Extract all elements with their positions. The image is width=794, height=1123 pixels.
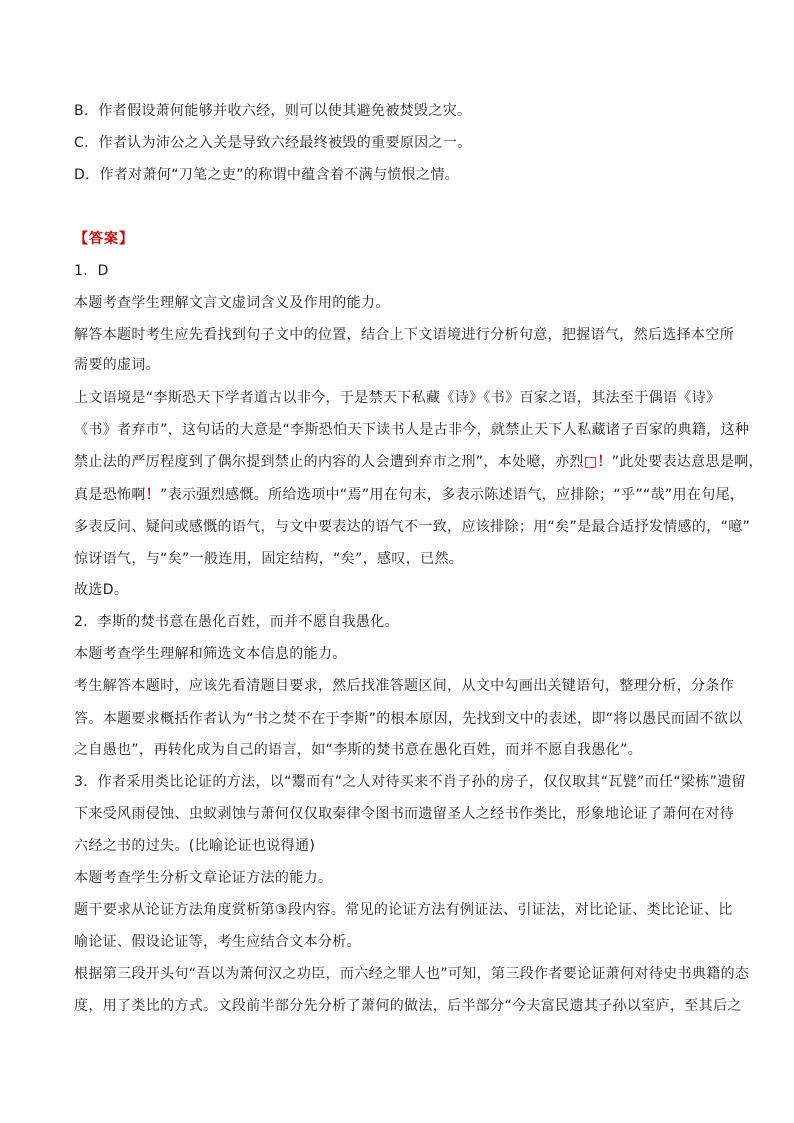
answer-3-key-line-1: 3．作者采用类比论证的方法，以“鬻而有”之人对待买来不肖子孙的房子，仅仅取其“瓦甓”而任“梁栋”遗留 — [74, 774, 746, 790]
answer-3-skill: 本题考查学生分析文章论证方法的能力。 — [74, 870, 333, 886]
answer-2-method-line-2: 答。本题要求概括作者认为“书之焚不在于李斯”的根本原因，先找到文中的表述，即“将以愚民而固不欲以 — [74, 711, 743, 727]
answer-2-key: 2．李斯的焚书意在愚化百姓，而并不愿自我愚化。 — [74, 614, 399, 630]
context-line-4-start: 真是恐怖啊 — [74, 487, 146, 503]
answer-1-method-line-1: 解答本题时考生应先看找到句子文中的位置，结合上下文语境进行分析句意，把握语气，然后选择本空所 — [74, 327, 735, 343]
answer-3-key-line-2: 下来受风雨侵蚀、虫蚁剥蚀与萧何仅仅取秦律令图书而遗留圣人之经书作类比，形象地论证了萧何在对待 — [74, 806, 735, 822]
answer-3-method-line-2: 喻论证、假设论证等，考生应结合文本分析。 — [74, 934, 361, 950]
answer-1-key: 1．D — [74, 263, 109, 279]
answer-1-context-line-6: 惊讶语气，与“矣”一般连用，固定结构，“矣”，感叹，已然。 — [74, 551, 464, 567]
blank-mark: □！ — [583, 454, 612, 470]
context-line-4-rest: ”表示强烈感慨。所给选项中“焉”用在句末，多表示陈述语气，应排除；“乎”“哉”用在句尾， — [160, 487, 745, 503]
answer-2-skill: 本题考查学生理解和筛选文本信息的能力。 — [74, 646, 347, 662]
option-c: C．作者认为沛公之入关是导致六经最终被毁的重要原因之一。 — [74, 135, 472, 151]
answer-1-context-line-4 — [74, 485, 745, 505]
answer-1-conclusion: 故选D。 — [74, 582, 129, 598]
answer-3-method-line-1: 题干要求从论证方法角度赏析第③段内容。常见的论证方法有例证法、引证法，对比论证、类比论证、比 — [74, 902, 733, 918]
answer-1-context-line-3 — [74, 452, 763, 472]
answer-1-skill: 本题考查学生理解文言文虚词含义及作用的能力。 — [74, 295, 390, 311]
answer-1-context-line-1: 上文语境是“李斯恐天下学者道古以非今，于是禁天下私藏《诗》《书》百家之语，其法至于偶语《诗》 — [74, 390, 721, 406]
option-b: B．作者假设萧何能够并收六经，则可以使其避免被焚毁之灾。 — [74, 103, 472, 119]
answer-3-key-line-3: 六经之书的过失。(比喻论证也说得通) — [74, 838, 316, 854]
answer-2-method-line-1: 考生解答本题时，应该先看清题目要求，然后找准答题区间，从文中勾画出关键语句，整理分析，分条作 — [74, 678, 735, 694]
exclaim-mark: ！ — [145, 487, 161, 503]
context-line-3-tail: ”此处要表达意思是啊， — [611, 454, 763, 470]
answer-1-context-line-2: 《书》者弃市”，这句话的大意是“李斯恐怕天下读书人是古非今，就禁止天下人私藏诸子百家的典籍，这种 — [74, 422, 750, 438]
context-line-3-text: 禁止法的严厉程度到了偶尔提到禁止的内容的人会遭到弃市之刑”，本处噫，亦烈 — [74, 454, 584, 470]
option-d: D．作者对萧何“刀笔之吏”的称谓中蕴含着不满与愤恨之情。 — [74, 167, 460, 183]
answer-2-method-line-3: 之自愚也”，再转化成为自己的语言，如“李斯的焚书意在愚化百姓，而并不愿自我愚化”。 — [74, 742, 643, 758]
answer-1-method-line-2: 需要的虚词。 — [74, 357, 161, 373]
answer-1-context-line-5: 多表反问、疑问或感慨的语气，与文中要表达的语气不一致，应该排除；用“矣”是最合适抒发情感的，“噫” — [74, 519, 751, 535]
answer-3-analysis-line-2: 度，用了类比的方式。文段前半部分先分析了萧何的做法，后半部分“今夫富民遗其子孙以室庐，至其后之 — [74, 998, 742, 1014]
answer-3-analysis-line-1: 根据第三段开头句“吾以为萧何汉之功臣，而六经之罪人也”可知，第三段作者要论证萧何对待史书典籍的态 — [74, 966, 750, 982]
answer-heading: 【答案】 — [74, 231, 134, 247]
